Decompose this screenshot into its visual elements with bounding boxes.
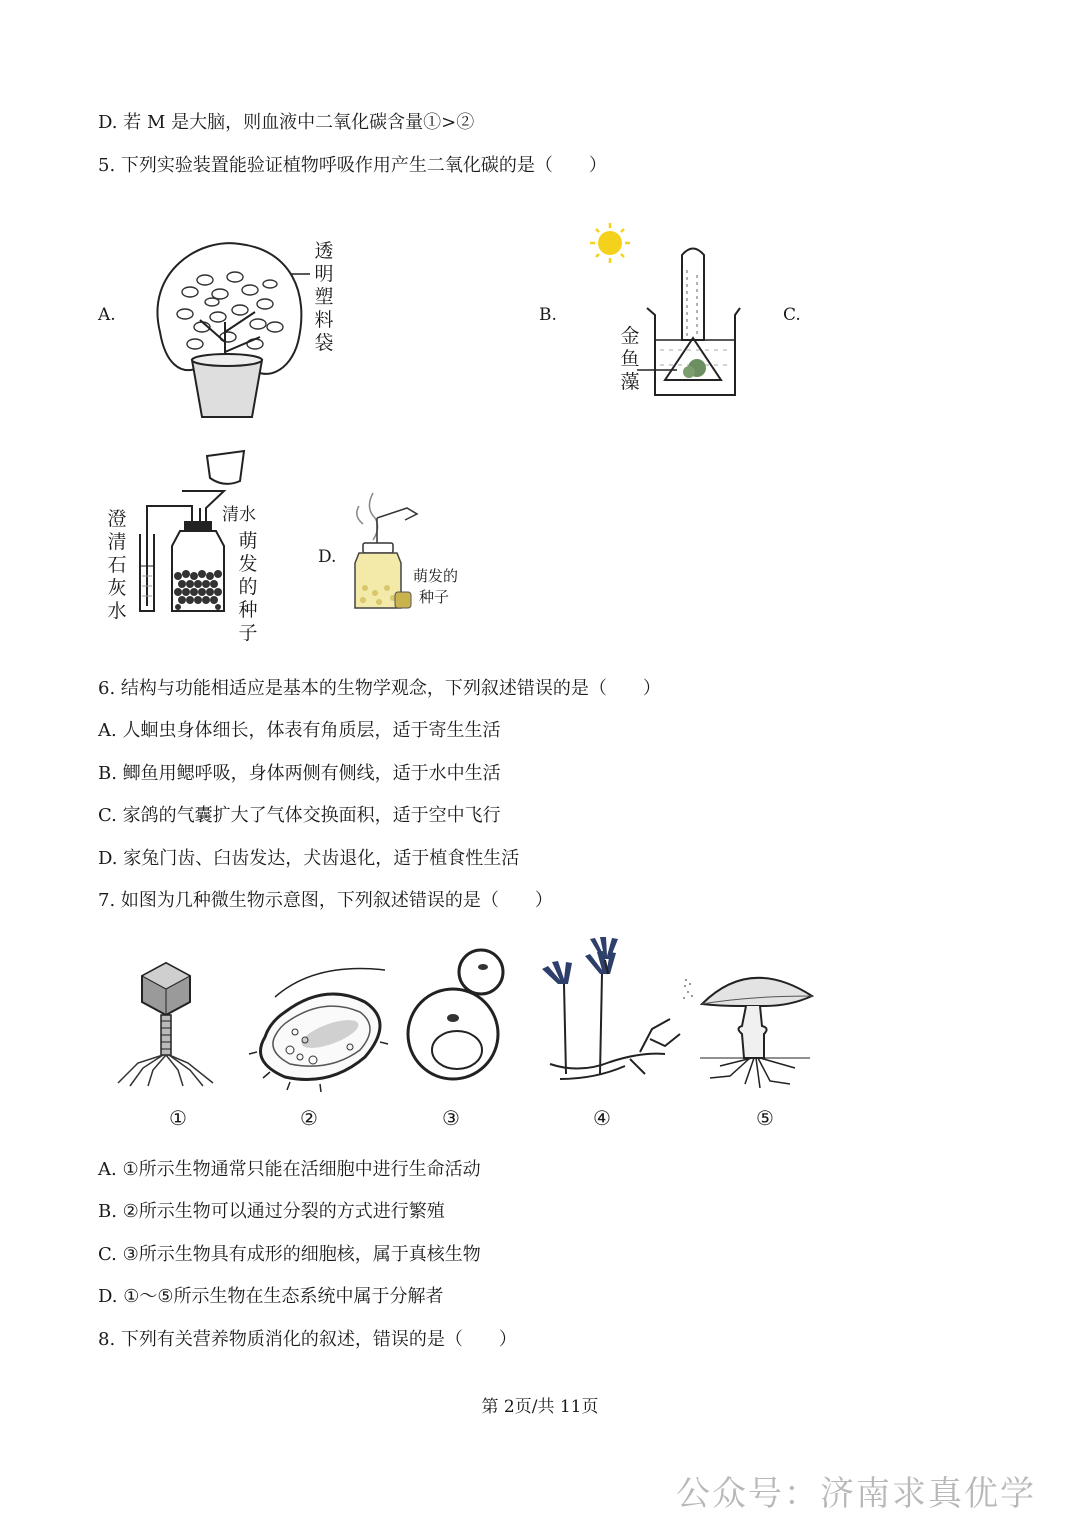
- q5-option-c-letter: C.: [783, 305, 801, 325]
- q7-option-c: C. ③所示生物具有成形的细胞核，属于真核生物: [98, 1244, 481, 1265]
- yeast-figure: [403, 948, 509, 1093]
- q5-option-d-letter: D.: [318, 547, 337, 567]
- q6-option-a: A. 人蛔虫身体细长，体表有角质层，适于寄生生活: [98, 720, 501, 741]
- seeds-label-d-line1: 萌发的: [413, 567, 459, 585]
- q5-stem: 5. 下列实验装置能验证植物呼吸作用产生二氧化碳的是（ ）: [98, 155, 607, 176]
- bacteriophage-figure: [108, 958, 226, 1088]
- seeds-label-c: 萌发的种子: [238, 530, 258, 644]
- q7-option-d: D. ①～⑤所示生物在生态系统中属于分解者: [98, 1286, 444, 1307]
- algae-label: 金鱼藻: [620, 325, 640, 393]
- bag-label: 透明塑料袋: [314, 240, 334, 354]
- q4-option-d: D. 若 M 是大脑，则血液中二氧化碳含量①>②: [98, 112, 475, 133]
- q6-option-c: C. 家鸽的气囊扩大了气体交换面积，适于空中飞行: [98, 805, 501, 826]
- q6-option-b: B. 鲫鱼用鳃呼吸，身体两侧有侧线，适于水中生活: [98, 763, 501, 784]
- aquatic-plant-figure: [585, 220, 745, 400]
- figure-label-5: ⑤: [756, 1106, 774, 1130]
- figure-label-2: ②: [300, 1106, 318, 1130]
- q6-stem: 6. 结构与功能相适应是基本的生物学观念，下列叙述错误的是（ ）: [98, 678, 661, 699]
- q7-option-b: B. ②所示生物可以通过分裂的方式进行繁殖: [98, 1201, 445, 1222]
- q8-stem: 8. 下列有关营养物质消化的叙述，错误的是（ ）: [98, 1329, 517, 1350]
- figure-label-3: ③: [442, 1106, 460, 1130]
- page-footer: 第 2页/共 11页: [481, 1397, 599, 1417]
- figure-label-4: ④: [593, 1106, 611, 1130]
- q7-option-a: A. ①所示生物通常只能在活细胞中进行生命活动: [98, 1159, 481, 1180]
- seeds-label-d-line2: 种子: [419, 588, 450, 606]
- q6-option-d: D. 家兔门齿、臼齿发达，犬齿退化，适于植食性生活: [98, 848, 520, 869]
- watermark: 公众号：济南求真优学: [676, 1474, 1036, 1514]
- plant-in-bag-figure: [140, 232, 310, 422]
- q5-option-a-letter: A.: [98, 305, 116, 325]
- limewater-label: 澄清石灰水: [107, 508, 127, 622]
- bacterium-figure: [245, 962, 395, 1092]
- seed-jar-candle-figure: [345, 488, 425, 613]
- q7-stem: 7. 如图为几种微生物示意图，下列叙述错误的是（ ）: [98, 890, 553, 911]
- q5-option-b-letter: B.: [539, 305, 557, 325]
- mold-figure: [540, 934, 690, 1094]
- water-label: 清水: [222, 505, 256, 525]
- figure-label-1: ①: [169, 1106, 187, 1130]
- mushroom-figure: [680, 966, 820, 1094]
